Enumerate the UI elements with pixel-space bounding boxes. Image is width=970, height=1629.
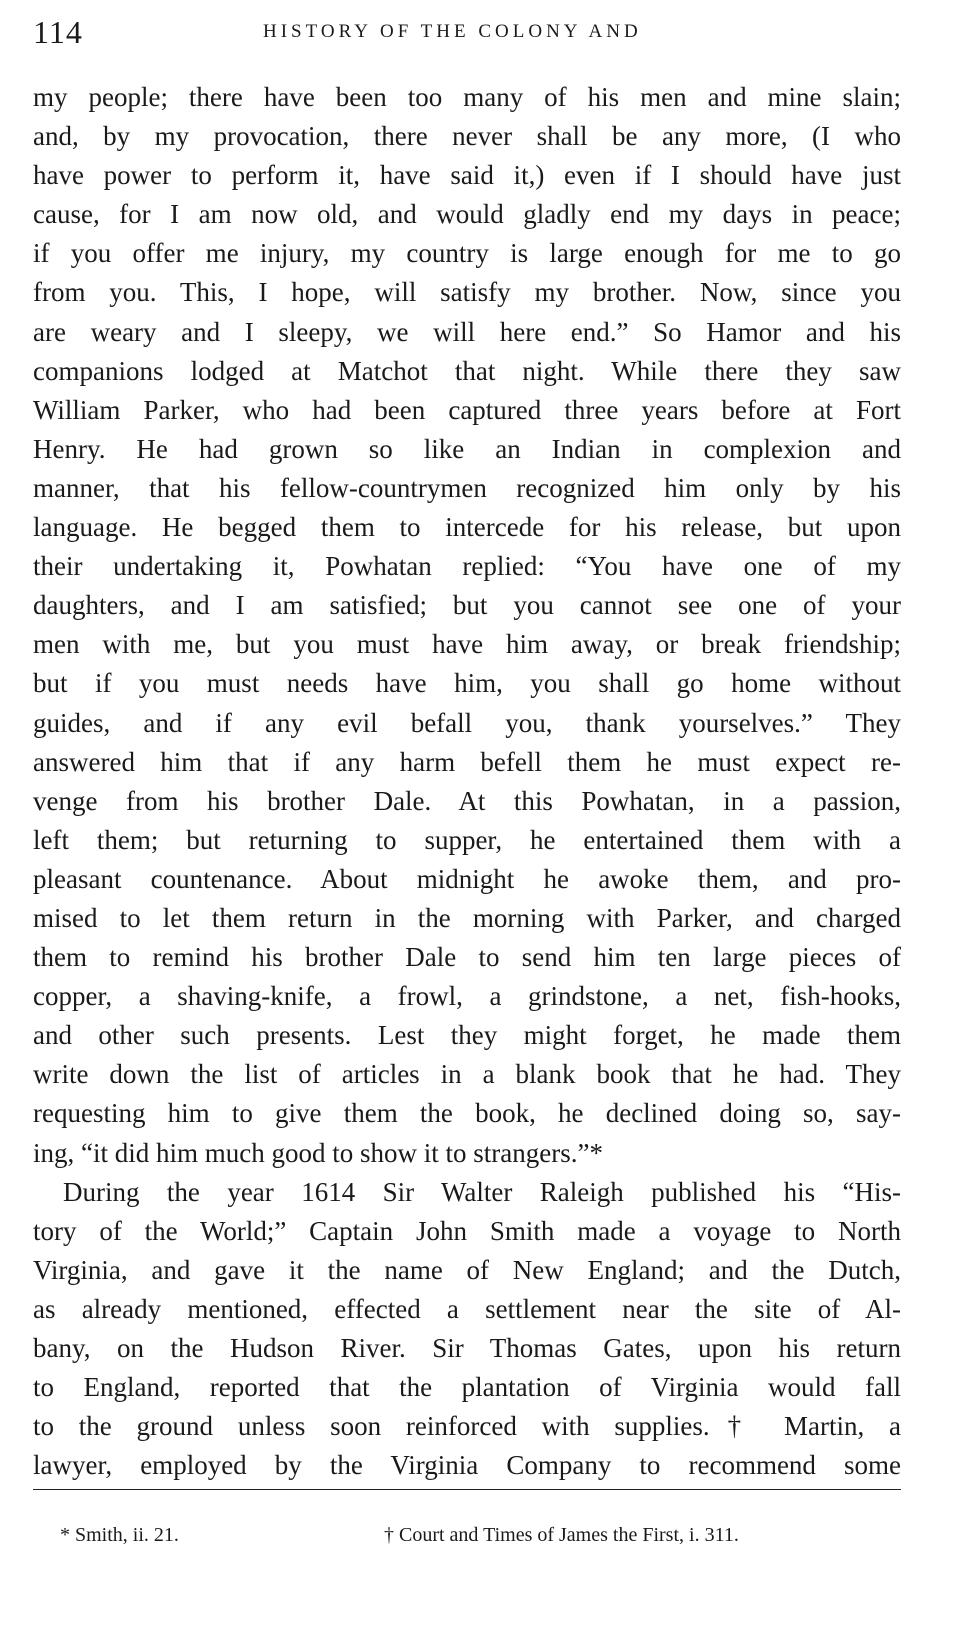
text-line: Virginia, and gave it the name of New England; and the Dutch, [33, 1254, 901, 1285]
text-line: bany, on the Hudson River. Sir Thomas Gates, upon his return [33, 1333, 901, 1363]
text-line: copper, a shaving-knife, a frowl, a grindstone, a net, fish-hooks, [33, 981, 901, 1012]
text-line: companions lodged at Matchot that night. While there they saw [33, 355, 901, 386]
body-text [33, 78, 901, 1485]
text-line: William Parker, who had been captured three years before at Fort [33, 394, 901, 425]
text-line: them to remind his brother Dale to send him ten large pieces of [33, 942, 901, 973]
text-line: During the year 1614 Sir Walter Raleigh published his “His- [63, 1176, 901, 1207]
footnote-court-and-times: † Court and Times of James the First, i. 311. [384, 1524, 739, 1546]
text-line: as already mentioned, effected a settlement near the site of Al- [33, 1293, 901, 1324]
text-line: pleasant countenance. About midnight he awoke them, and pro- [33, 863, 901, 894]
text-line: ing, “it did him much good to show it to strangers.”* [33, 1137, 603, 1168]
text-line: and other such presents. Lest they might forget, he made them [33, 1020, 901, 1051]
text-line: language. He begged them to intercede for his release, but upon [33, 512, 901, 543]
text-line: left them; but returning to supper, he entertained them with a [33, 824, 901, 855]
text-line: from you. This, I hope, will satisfy my brother. Now, since you [33, 277, 901, 308]
text-line: men with me, but you must have him away, or break friendship; [33, 629, 901, 660]
text-line: manner, that his fellow-countrymen recognized him only by his [33, 472, 901, 503]
footnotes [60, 1517, 900, 1553]
text-line: but if you must needs have him, you shall go home without [33, 668, 901, 699]
text-line: lawyer, employed by the Virginia Company to recommend some [33, 1450, 901, 1481]
text-line: their undertaking it, Powhatan replied: “You have one of my [33, 551, 901, 582]
footnote-rule [33, 1489, 901, 1490]
text-line: mised to let them return in the morning with Parker, and charged [33, 902, 901, 933]
text-line: cause, for I am now old, and would gladly end my days in peace; [33, 199, 901, 230]
text-line: and, by my provocation, there never shall be any more, (I who [33, 121, 901, 152]
text-line: answered him that if any harm befell them he must expect re- [33, 746, 901, 777]
text-line: have power to perform it, have said it,) even if I should have just [33, 160, 901, 191]
text-line: daughters, and I am satisfied; but you cannot see one of your [33, 590, 901, 621]
page-header [33, 12, 903, 52]
text-line: tory of the World;” Captain John Smith made a voyage to North [33, 1215, 901, 1246]
text-line: requesting him to give them the book, he declined doing so, say- [33, 1098, 901, 1129]
text-line: write down the list of articles in a blank book that he had. They [33, 1059, 901, 1090]
text-line: to the ground unless soon reinforced with supplies.† Martin, a [33, 1411, 901, 1442]
text-line: venge from his brother Dale. At this Powhatan, in a passion, [33, 785, 901, 816]
footnote-smith: * Smith, ii. 21. [60, 1524, 179, 1546]
text-line: Henry. He had grown so like an Indian in complexion and [33, 433, 901, 464]
page-number: 114 [33, 14, 83, 50]
text-line: guides, and if any evil befall you, thank yourselves.” They [33, 707, 901, 738]
running-head: HISTORY OF THE COLONY AND [263, 21, 642, 42]
text-line: are weary and I sleepy, we will here end.” So Hamor and his [33, 316, 901, 347]
text-line: my people; there have been too many of his men and mine slain; [33, 82, 901, 112]
text-line: to England, reported that the plantation of Virginia would fall [33, 1372, 901, 1403]
text-line: if you offer me injury, my country is large enough for me to go [33, 238, 901, 269]
